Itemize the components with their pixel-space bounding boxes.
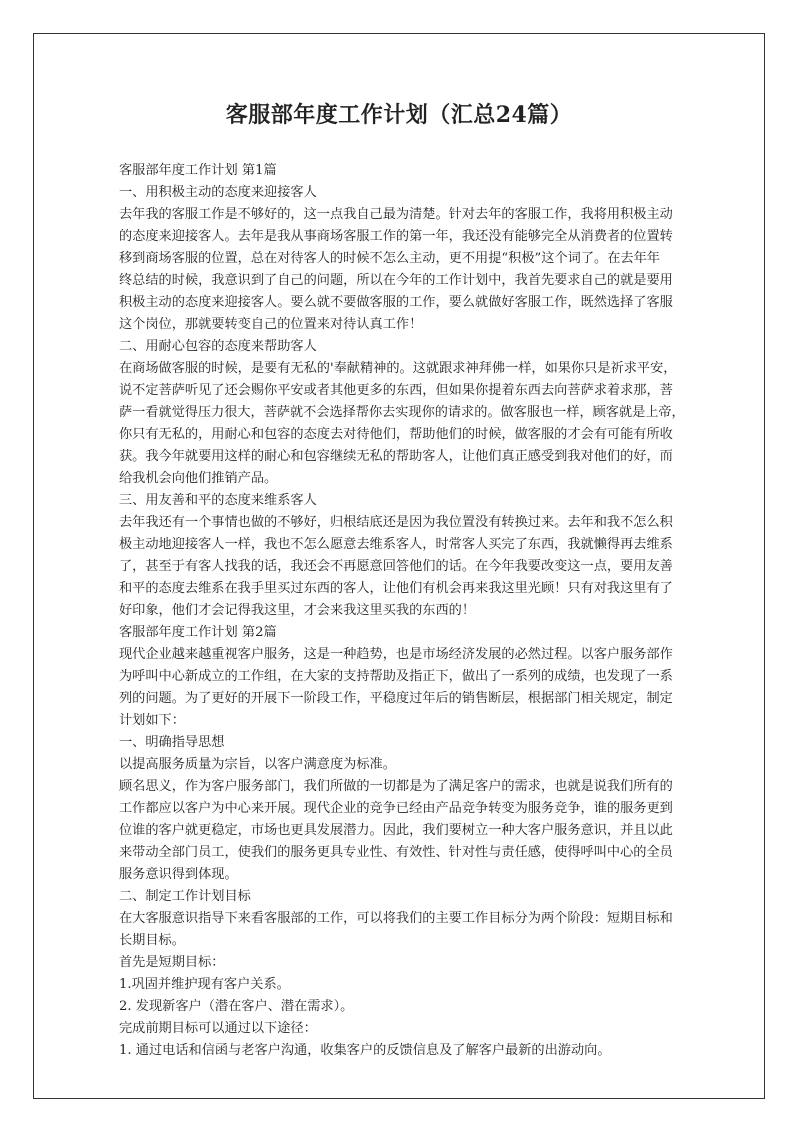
text-line: 现代企业越来越重视客户服务，这是一种趋势，也是市场经济发展的必然过程。以客户服务部作 [119,647,673,662]
text-line: 服务意识得到体现。 [119,867,238,882]
text-line: 1. 通过电话和信函与老客户沟通，收集客户的反馈信息及了解客户最新的出游动向。 [119,1043,611,1058]
text-line: 好印象，他们才会记得我这里，才会来我这里买我的东西的！ [119,603,476,618]
text-line: 极主动地迎接客人一样，我也不怎么愿意去维系客人，时常客人买完了东西，我就懒得再去维系 [119,537,673,552]
document-title: 客服部年度工作计划（汇总24篇） [225,102,573,128]
text-line: 你只有无私的，用耐心和包容的态度去对待他们，帮助他们的时候，做客服的才会有可能有所收 [119,427,673,442]
text-line: 一、明确指导思想 [119,735,225,750]
text-line: 计划如下： [119,713,185,728]
text-line: 二、制定工作计划目标 [119,889,251,904]
text-line: 了，甚至于有客人找我的话，我还会不再愿意回答他们的话。在今年我要改变这一点，要用友善 [119,559,673,574]
text-line: 来带动全部门员工，使我们的服务更具专业性、有效性、针对性与责任感，使得呼叫中心的全员 [119,845,673,860]
text-line: 去年我的客服工作是不够好的，这一点我自己最为清楚。针对去年的客服工作，我将用积极主动 [119,207,673,222]
text-line: 列的问题。为了更好的开展下一阶段工作，平稳度过年后的销售断层，根据部门相关规定，制定 [119,691,673,706]
text-line: 以提高服务质量为宗旨，以客户满意度为标准。 [119,757,396,772]
text-line: 积极主动的态度来迎接客人。要么就不要做客服的工作，要么就做好客服工作，既然选择了客服 [119,295,673,310]
text-line: 一、用积极主动的态度来迎接客人 [119,185,317,200]
text-line: 这个岗位，那就要转变自己的位置来对待认真工作！ [119,317,423,332]
text-line: 移到商场客服的位置，总在对待客人的时候不怎么主动，更不用提“积极”这个词了。在去年年 [119,251,660,266]
text-line: 获。我今年就要用这样的耐心和包容继续无私的帮助客人，让他们真正感受到我对他们的好，而 [119,449,673,464]
text-line: 终总结的时候，我意识到了自己的问题，所以在今年的工作计划中，我首先要求自己的就是要用 [119,273,673,288]
text-line: 三、用友善和平的态度来维系客人 [119,493,317,508]
text-line: 2. 发现新客户（潜在客户、潜在需求）。 [119,999,354,1014]
text-line: 给我机会向他们推销产品。 [119,471,278,486]
text-line: 1.巩固并维护现有客户关系。 [119,977,290,992]
text-line: 和平的态度去维系在我手里买过东西的客人，让他们有机会再来我这里光顾！只有对我这里有了 [119,581,673,596]
document-body [119,160,685,1062]
text-line: 说不定菩萨听见了还会赐你平安或者其他更多的东西，但如果你提着东西去向菩萨求着求那，菩 [119,383,673,398]
text-line: 在商场做客服的时候，是要有无私的'奉献精神的。这就跟求神拜佛一样，如果你只是祈求平安， [119,361,677,376]
text-line: 为呼叫中心新成立的工作组，在大家的支持帮助及指正下，做出了一系列的成绩，也发现了一系 [119,669,673,684]
text-line: 客服部年度工作计划 第1篇 [119,163,277,178]
text-line: 萨一看就觉得压力很大，菩萨就不会选择帮你去实现你的请求的。做客服也一样，顾客就是上帝， [119,405,685,420]
text-line: 工作都应以客户为中心来开展。现代企业的竞争已经由产品竞争转变为服务竞争，谁的服务更到 [119,801,673,816]
text-line: 首先是短期目标： [119,955,225,970]
text-line: 完成前期目标可以通过以下途径： [119,1021,317,1036]
text-line: 的态度来迎接客人。去年是我从事商场客服工作的第一年，我还没有能够完全从消费者的位置转 [119,229,673,244]
text-line: 顾名思义，作为客户服务部门，我们所做的一切都是为了满足客户的需求，也就是说我们所有的 [119,779,673,794]
text-line: 在大客服意识指导下来看客服部的工作，可以将我们的主要工作目标分为两个阶段：短期目标和 [119,911,673,926]
text-line: 去年我还有一个事情也做的不够好，归根结底还是因为我位置没有转换过来。去年和我不怎么积 [119,515,673,530]
text-line: 客服部年度工作计划 第2篇 [119,625,277,640]
text-line: 二、用耐心包容的态度来帮助客人 [119,339,317,354]
text-line: 位谁的客户就更稳定，市场也更具发展潜力。因此，我们要树立一种大客户服务意识，并且以此 [119,823,673,838]
text-line: 长期目标。 [119,933,185,948]
